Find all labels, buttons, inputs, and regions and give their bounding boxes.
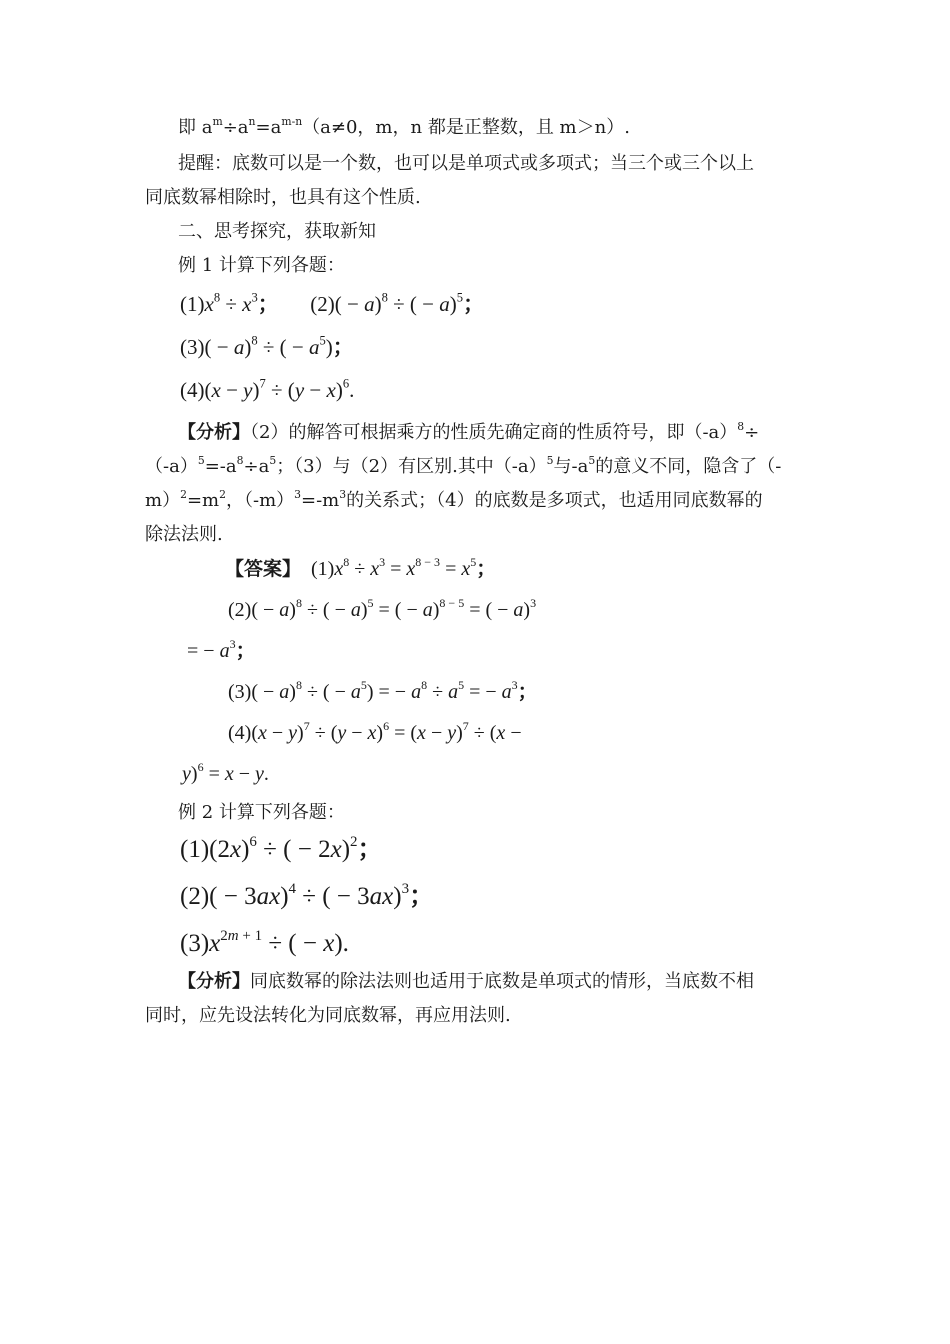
math-line: $(1)(2x)^6$ ÷ ( − 2x)$^2$； [180,833,383,863]
math-line: $(1)x^8 \div x^3$； $(2)( - a)^8$ ÷ ( − a)$^5$； [180,290,485,316]
answer-line: = − $a^3$； [187,637,256,662]
math-line: $(3)( - a)^8$ ÷ ( − $a^5$)； [180,333,354,359]
answer-line: y)$^6$ = x − y. [182,760,269,785]
text-line: 同底数幂相除时，也具有这个性质. [145,187,421,208]
math-line: $(3)x^{2m + 1}$ ÷ ( − x). [180,927,349,957]
text-line: 【分析】（2）的解答可根据乘方的性质先确定商的性质符号，即$(-a)^8\div$ [178,419,760,443]
text-line: $m)^2=m^2$，$(-m)^3=-m^3$的关系式；（4）的底数是多项式，也适用同底数幂的 [145,487,763,511]
text-line: $(-a)^5=-a^8\div a^5$；（3）与（2）有区别.其中$(-a)^5$与$-a^5$的意义不同，隐含了（- [145,453,782,477]
example-heading: 例 1 计算下列各题： [178,255,345,276]
text-line: 同时，应先设法转化为同底数幂，再应用法则. [145,1005,511,1026]
text-line: 【分析】同底数幂的除法法则也适用于底数是单项式的情形，当底数不相 [178,971,754,992]
text-line: 提醒：底数可以是一个数，也可以是单项式或多项式；当三个或三个以上 [178,153,754,174]
text-line: 即 $a^m\div a^n=a^{m-n}(a\ne 0$，m，n 都是正整数，且 m＞n）. [178,114,630,138]
math-line: $(2)( - 3ax)^4$ ÷ ( − 3ax)$^3$； [180,880,435,910]
text-line: 除法法则. [145,524,223,545]
answer-line: $(4)(x - y)^7 \div (y - x)^6 = (x - y)^7 \div (x$ − [228,719,522,744]
answer-line: $(2)( - a)^8$ ÷ ( − a)$^5$ = ( − a)$^{8 - 5}$ = ( − a)$^3$ [228,596,537,621]
section-heading: 二、思考探究，获取新知 [178,221,376,242]
answer-line: $(3)( - a)^8$ ÷ ( − $a^5$) = − $a^8 \div a^5$ = − $a^3$； [228,678,538,703]
example-heading: 例 2 计算下列各题： [178,802,345,823]
math-line: $(4)(x - y)^7 \div (y - x)^6$. [180,376,355,402]
answer-line: 【答案】 $(1)x^8 \div x^3 = x^{8 - 3} = x^5$； [225,555,497,580]
